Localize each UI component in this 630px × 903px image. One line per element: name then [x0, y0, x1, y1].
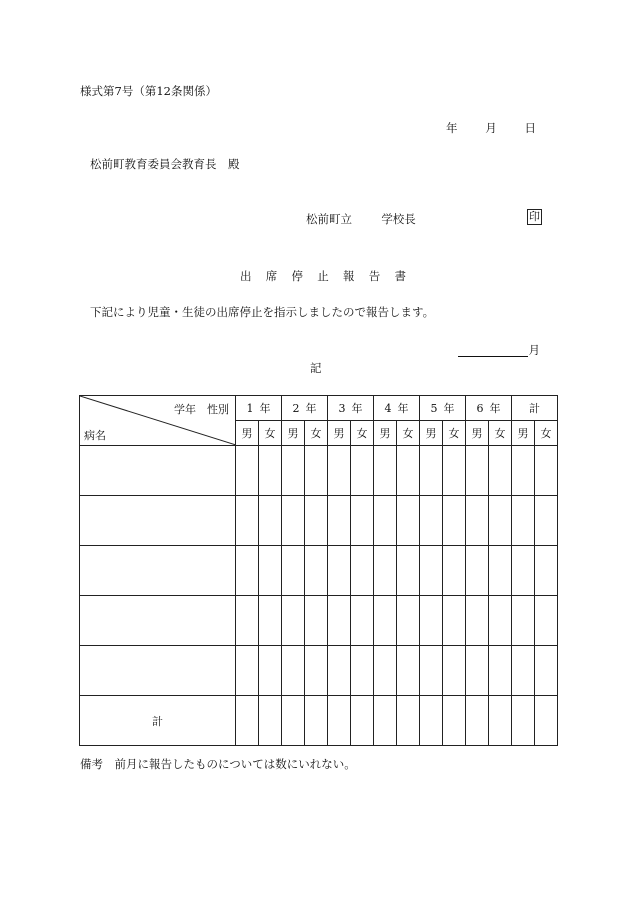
count-cell[interactable]	[420, 546, 443, 596]
count-cell[interactable]	[466, 596, 489, 646]
count-cell[interactable]	[466, 446, 489, 496]
count-cell[interactable]	[305, 646, 328, 696]
count-cell[interactable]	[443, 446, 466, 496]
count-cell[interactable]	[305, 496, 328, 546]
title-char: 告	[368, 269, 381, 283]
grade-header-1: 1 年	[236, 396, 282, 421]
disease-name-cell[interactable]	[80, 496, 236, 546]
form-number: 様式第7号（第12条関係）	[80, 84, 217, 98]
count-cell[interactable]	[351, 596, 374, 646]
month-field-label: 月	[528, 343, 540, 357]
total-row-label[interactable]	[80, 696, 236, 746]
count-cell[interactable]	[282, 446, 305, 496]
table-row	[80, 496, 558, 546]
count-cell[interactable]	[489, 546, 512, 596]
date-line	[446, 120, 536, 136]
disease-name-cell[interactable]	[80, 646, 236, 696]
female-header-cell: 女	[305, 421, 328, 446]
count-cell[interactable]	[420, 596, 443, 646]
count-cell[interactable]	[535, 496, 558, 546]
count-cell[interactable]	[374, 596, 397, 646]
count-cell[interactable]	[305, 596, 328, 646]
count-cell[interactable]	[512, 546, 535, 596]
disease-name-cell[interactable]	[80, 446, 236, 496]
count-cell[interactable]	[374, 446, 397, 496]
count-cell[interactable]	[259, 646, 282, 696]
count-cell[interactable]	[512, 696, 535, 746]
count-cell[interactable]	[420, 496, 443, 546]
remarks-note: 備考 前月に報告したものについては数にいれない。	[80, 757, 356, 771]
count-cell[interactable]	[305, 696, 328, 746]
count-cell[interactable]	[443, 696, 466, 746]
count-cell[interactable]	[351, 546, 374, 596]
count-cell[interactable]	[328, 596, 351, 646]
title-char: 席	[265, 269, 278, 283]
year-label: 年	[446, 121, 458, 135]
count-cell[interactable]	[397, 496, 420, 546]
table-row	[80, 646, 558, 696]
school-line	[306, 211, 416, 227]
count-cell[interactable]	[236, 646, 259, 696]
count-cell[interactable]	[466, 546, 489, 596]
count-cell[interactable]	[259, 446, 282, 496]
title-char: 書	[394, 269, 406, 283]
count-cell[interactable]	[259, 496, 282, 546]
count-cell[interactable]	[512, 446, 535, 496]
count-cell[interactable]	[535, 646, 558, 696]
corner-bottom-label: 病名	[84, 429, 106, 442]
table-row	[80, 596, 558, 646]
count-cell[interactable]	[328, 446, 351, 496]
count-cell[interactable]	[374, 496, 397, 546]
female-header-cell: 女	[397, 421, 420, 446]
document-title	[240, 268, 406, 284]
count-cell[interactable]	[328, 696, 351, 746]
count-cell[interactable]	[466, 496, 489, 546]
total-row	[80, 696, 558, 746]
count-cell[interactable]	[305, 446, 328, 496]
count-cell[interactable]	[282, 646, 305, 696]
count-cell[interactable]	[259, 596, 282, 646]
count-cell[interactable]	[397, 696, 420, 746]
male-header-cell: 男	[374, 421, 397, 446]
count-cell[interactable]	[282, 696, 305, 746]
count-cell[interactable]	[282, 596, 305, 646]
table-row	[80, 546, 558, 596]
grade-header-6: 6 年	[466, 396, 512, 421]
male-header-cell: 男	[236, 421, 259, 446]
grade-header-3: 3 年	[328, 396, 374, 421]
count-cell[interactable]	[328, 496, 351, 546]
count-cell[interactable]	[489, 496, 512, 546]
total-row-label-text: 計	[152, 714, 163, 728]
count-cell[interactable]	[374, 696, 397, 746]
count-cell[interactable]	[443, 596, 466, 646]
count-cell[interactable]	[397, 596, 420, 646]
total-header: 計	[512, 396, 558, 421]
count-cell[interactable]	[420, 446, 443, 496]
female-header-cell: 女	[489, 421, 512, 446]
count-cell[interactable]	[351, 696, 374, 746]
corner-header-cell	[80, 396, 236, 446]
male-header-cell: 男	[512, 421, 535, 446]
disease-name-cell[interactable]	[80, 596, 236, 646]
report-table	[79, 395, 558, 746]
ki-heading: 記	[310, 361, 322, 375]
count-cell[interactable]	[236, 496, 259, 546]
count-cell[interactable]	[489, 446, 512, 496]
grade-header-4: 4 年	[374, 396, 420, 421]
count-cell[interactable]	[512, 596, 535, 646]
female-header-cell: 女	[259, 421, 282, 446]
count-cell[interactable]	[259, 696, 282, 746]
count-cell[interactable]	[466, 696, 489, 746]
count-cell[interactable]	[236, 446, 259, 496]
count-cell[interactable]	[489, 646, 512, 696]
month-underline	[458, 356, 528, 357]
count-cell[interactable]	[420, 646, 443, 696]
female-header-cell: 女	[535, 421, 558, 446]
male-header-cell: 男	[420, 421, 443, 446]
count-cell[interactable]	[282, 496, 305, 546]
count-cell[interactable]	[374, 546, 397, 596]
title-char: 出	[240, 269, 252, 283]
count-cell[interactable]	[443, 646, 466, 696]
corner-top-label: 学年 性別	[174, 403, 229, 416]
male-header-cell: 男	[282, 421, 305, 446]
male-header-cell: 男	[328, 421, 351, 446]
month-label: 月	[485, 121, 497, 135]
count-cell[interactable]	[236, 696, 259, 746]
count-cell[interactable]	[535, 696, 558, 746]
count-cell[interactable]	[489, 596, 512, 646]
count-cell[interactable]	[351, 446, 374, 496]
count-cell[interactable]	[328, 646, 351, 696]
male-header-cell: 男	[466, 421, 489, 446]
title-char: 停	[291, 269, 303, 283]
female-header-cell: 女	[443, 421, 466, 446]
school-prefix: 松前町立	[306, 212, 352, 226]
title-char: 止	[317, 269, 329, 283]
count-cell[interactable]	[489, 696, 512, 746]
disease-name-cell[interactable]	[80, 546, 236, 596]
female-header-cell: 女	[351, 421, 374, 446]
count-cell[interactable]	[351, 496, 374, 546]
count-cell[interactable]	[305, 546, 328, 596]
seal-stamp: 印	[529, 210, 540, 223]
grade-header-2: 2 年	[282, 396, 328, 421]
count-cell[interactable]	[397, 546, 420, 596]
count-cell[interactable]	[535, 446, 558, 496]
table-row	[80, 446, 558, 496]
count-cell[interactable]	[351, 646, 374, 696]
count-cell[interactable]	[535, 546, 558, 596]
count-cell[interactable]	[443, 496, 466, 546]
count-cell[interactable]	[397, 646, 420, 696]
count-cell[interactable]	[420, 696, 443, 746]
title-char: 報	[343, 269, 355, 283]
count-cell[interactable]	[512, 646, 535, 696]
day-label: 日	[524, 121, 536, 135]
count-cell[interactable]	[443, 546, 466, 596]
grade-header-5: 5 年	[420, 396, 466, 421]
count-cell[interactable]	[374, 646, 397, 696]
intro-text: 下記により児童・生徒の出席停止を指示しましたので報告します。	[90, 305, 435, 319]
month-field[interactable]	[458, 342, 540, 358]
count-cell[interactable]	[259, 546, 282, 596]
count-cell[interactable]	[512, 496, 535, 546]
count-cell[interactable]	[328, 546, 351, 596]
count-cell[interactable]	[236, 596, 259, 646]
count-cell[interactable]	[466, 646, 489, 696]
count-cell[interactable]	[282, 546, 305, 596]
count-cell[interactable]	[397, 446, 420, 496]
count-cell[interactable]	[535, 596, 558, 646]
addressee: 松前町教育委員会教育長 殿	[90, 157, 240, 171]
principal-title: 学校長	[381, 212, 416, 226]
count-cell[interactable]	[236, 546, 259, 596]
